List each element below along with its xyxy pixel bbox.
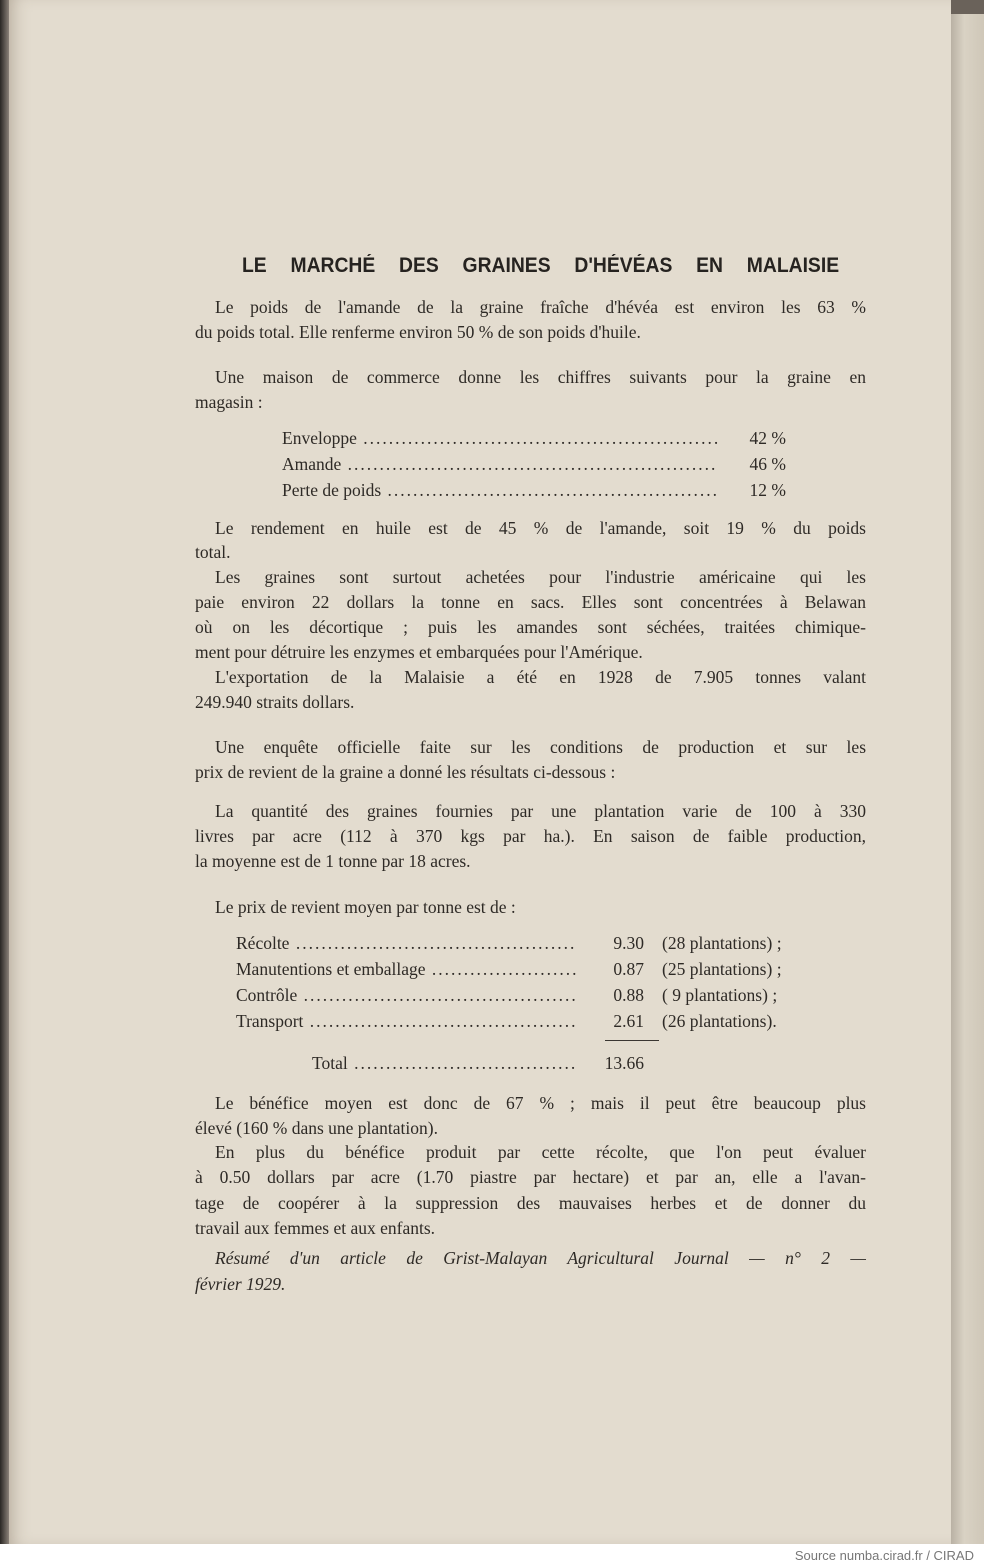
row-label: Total ..... bbox=[312, 1051, 576, 1075]
row-label: Transport ..... bbox=[236, 1009, 576, 1033]
paragraph-line: Le poids de l'amande de la graine fraîche d'hévéa est environ les 63 % bbox=[215, 297, 866, 317]
paragraph-line: prix de revient de la graine a donné les résultats ci-dessous : bbox=[195, 762, 616, 782]
article-title: LE MARCHÉ DES GRAINES D'HÉVÉAS EN MALAISIE bbox=[242, 254, 840, 277]
row-label: Contrôle ..... bbox=[236, 983, 576, 1007]
row-label: Enveloppe ..... bbox=[282, 426, 718, 450]
row-value: 13.66 bbox=[599, 1051, 644, 1075]
paragraph-line: Le rendement en huile est de 45 % de l'amande, soit 19 % du poids bbox=[215, 518, 866, 538]
cost-total-row bbox=[312, 1051, 644, 1075]
paragraph-line: 249.940 straits dollars. bbox=[195, 692, 355, 712]
row-label: Perte de poids ..... bbox=[282, 478, 718, 502]
cost-row bbox=[236, 931, 644, 955]
composition-row bbox=[282, 478, 786, 502]
paragraph-line: paie environ 22 dollars la tonne en sacs. Elles sont concentrées à Belawan bbox=[195, 592, 866, 612]
row-label: Amande ..... bbox=[282, 452, 718, 476]
row-note: (25 plantations) ; bbox=[662, 959, 782, 979]
paragraph-line: Les graines sont surtout achetées pour l'industrie américaine qui les bbox=[215, 567, 866, 587]
paragraph-line: L'exportation de la Malaisie a été en 1928 de 7.905 tonnes valant bbox=[215, 667, 866, 687]
row-value: 12 % bbox=[744, 478, 786, 502]
cost-row bbox=[236, 983, 644, 1007]
paragraph-line: élevé (160 % dans une plantation). bbox=[195, 1118, 438, 1138]
paragraph-line: du poids total. Elle renferme environ 50 % de son poids d'huile. bbox=[195, 322, 641, 342]
paragraph-line: tage de coopérer à la suppression des mauvaises herbes et de donner du bbox=[195, 1193, 866, 1213]
paragraph-line: En plus du bénéfice produit par cette récolte, que l'on peut évaluer bbox=[215, 1142, 866, 1162]
paragraph-line: livres par acre (112 à 370 kgs par ha.). En saison de faible production, bbox=[195, 826, 866, 846]
row-label: Récolte ..... bbox=[236, 931, 576, 955]
row-value: 0.88 bbox=[607, 983, 644, 1007]
row-label: Manutentions et emballage ..... bbox=[236, 957, 576, 981]
cost-row bbox=[236, 957, 644, 981]
source-credit: Source numba.cirad.fr / CIRAD bbox=[794, 1548, 974, 1563]
composition-row bbox=[282, 426, 786, 450]
row-value: 42 % bbox=[744, 426, 786, 450]
paragraph-line: La quantité des graines fournies par une plantation varie de 100 à 330 bbox=[215, 801, 866, 821]
paragraph-line: la moyenne est de 1 tonne par 18 acres. bbox=[195, 851, 471, 871]
row-value: 2.61 bbox=[607, 1009, 644, 1033]
paragraph-line: Une enquête officielle faite sur les conditions de production et sur les bbox=[215, 737, 866, 757]
paragraph-line: Le bénéfice moyen est donc de 67 % ; mais il peut être beaucoup plus bbox=[215, 1093, 866, 1113]
paragraph-line: Résumé d'un article de Grist-Malayan Agricultural Journal — n° 2 — bbox=[215, 1248, 866, 1268]
next-page-edge bbox=[951, 0, 984, 1544]
paragraph-line: total. bbox=[195, 542, 231, 562]
paragraph-line: travail aux femmes et aux enfants. bbox=[195, 1218, 436, 1238]
row-value: 46 % bbox=[744, 452, 786, 476]
book-spine-edge bbox=[0, 0, 9, 1544]
row-note: ( 9 plantations) ; bbox=[662, 985, 778, 1005]
row-value: 9.30 bbox=[607, 931, 644, 955]
row-value: 0.87 bbox=[607, 957, 644, 981]
paragraph-line: ment pour détruire les enzymes et embarquées pour l'Amérique. bbox=[195, 642, 643, 662]
document-page bbox=[9, 0, 951, 1544]
total-rule bbox=[605, 1040, 659, 1041]
paragraph-line: février 1929. bbox=[195, 1274, 286, 1294]
composition-row bbox=[282, 452, 786, 476]
paragraph-line: où on les décortique ; puis les amandes sont séchées, traitées chimique- bbox=[195, 617, 866, 637]
paragraph-line: à 0.50 dollars par acre (1.70 piastre par hectare) et par an, elle a l'avan- bbox=[195, 1167, 866, 1187]
paragraph-line: magasin : bbox=[195, 392, 263, 412]
paragraph-line: Une maison de commerce donne les chiffres suivants pour la graine en bbox=[215, 367, 866, 387]
row-note: (28 plantations) ; bbox=[662, 933, 782, 953]
row-note: (26 plantations). bbox=[662, 1011, 777, 1031]
paragraph-line: Le prix de revient moyen par tonne est de : bbox=[215, 897, 516, 917]
cost-row bbox=[236, 1009, 644, 1033]
